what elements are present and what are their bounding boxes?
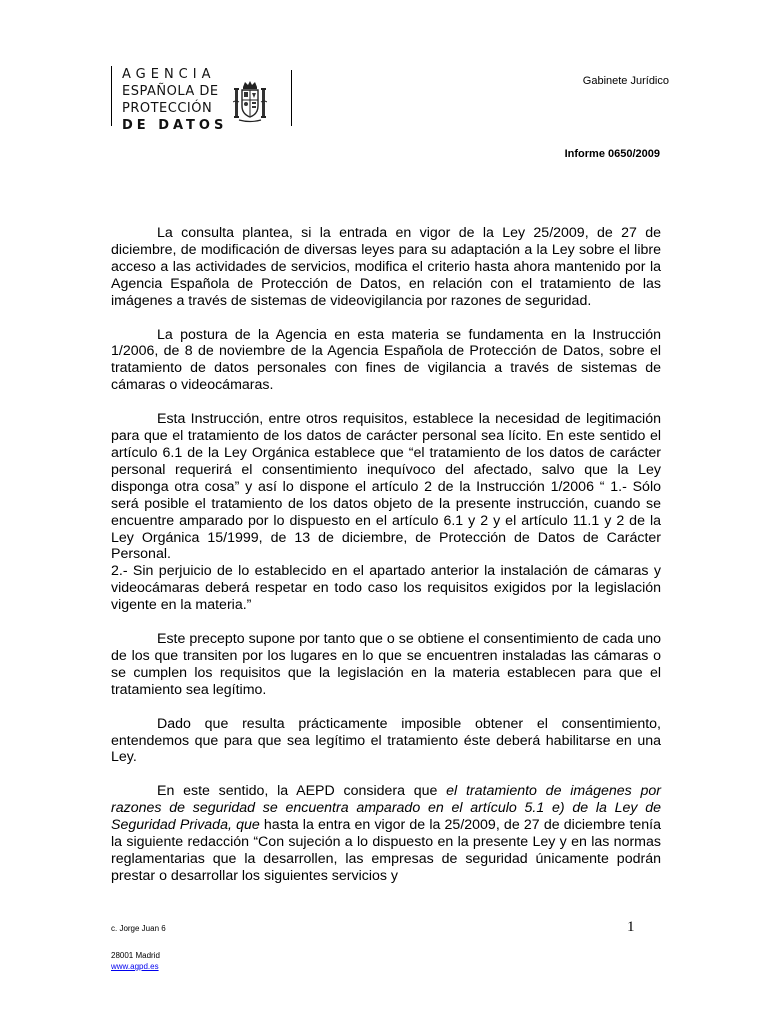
coat-of-arms-icon	[233, 80, 267, 124]
paragraph-6-emphasis: el tratamiento de imágenes por razones de seguridad se encuentra amparado en el artículo 5.1 e) de la Ley de Seguridad Privada, que	[111, 783, 661, 834]
paragraph-2: La postura de la Agencia en esta materia se fundamenta en la Instrucción 1/2006, de 8 de noviembre de la Agencia Española de Protección de Datos, sobre el tratamiento de datos personales con fines de vigilancia a través de sistemas de cámaras o videocámaras.	[111, 326, 661, 394]
logo-line-1: AGENCIA	[122, 67, 216, 82]
paragraph-4: Este precepto supone por tanto que o se obtiene el consentimiento de cada uno de los que transiten por los lugares en lo que se encuentren instaladas las cámaras o se cumplen los requisitos que la legislación en la materia establecen para que el tratamiento sea legítimo.	[111, 631, 661, 698]
paragraph-3-continuation: 2.- Sin perjuicio de lo establecido en el apartado anterior la instalación de cámaras y videocámaras deberá respetar en todo caso los requisitos exigidos por la legislación vigente en la materia.”	[111, 563, 661, 614]
paragraph-6	[111, 783, 661, 884]
agency-logo	[111, 66, 301, 133]
report-number: Informe 0650/2009	[564, 148, 660, 160]
logo-line-3: PROTECCIÓN	[122, 101, 213, 116]
logo-divider-right	[291, 70, 292, 126]
paragraph-5: Dado que resulta prácticamente imposible obtener el consentimiento, entendemos que para que sea legítimo el tratamiento éste deberá habilitarse en una Ley.	[111, 715, 661, 766]
footer-address: c. Jorge Juan 6	[111, 924, 166, 933]
page-number: 1	[627, 919, 635, 935]
logo-line-4: DE DATOS	[122, 118, 228, 133]
paragraph-1: La consulta plantea, si la entrada en vigor de la Ley 25/2009, de 27 de diciembre, de modificación de diversas leyes para su adaptación a la Ley sobre el libre acceso a las actividades de servicios, modifica el criterio hasta ahora mantenido por la Agencia Española de Protección de Datos, en relación con el tratamiento de las imágenes a través de sistemas de videovigilancia por razones de seguridad.	[111, 225, 661, 309]
logo-line-2: ESPAÑOLA DE	[122, 84, 219, 99]
department-label: Gabinete Jurídico	[582, 75, 669, 87]
paragraph-6-lead: En este sentido, la AEPD considera que	[157, 783, 447, 800]
website-link[interactable]: www.agpd.es	[111, 962, 159, 971]
logo-divider-left	[111, 66, 112, 126]
paragraph-6-rest: hasta la entra en vigor de la 25/2009, de 27 de diciembre tenía la siguiente redacción “Con sujeción a lo dispuesto en la presente Ley y en las normas reglamentarias que la desarrollen, las empresas de seguridad únicamente podrán prestar o desarrollar los siguientes servicios y	[111, 817, 661, 884]
paragraph-3: Esta Instrucción, entre otros requisitos, establece la necesidad de legitimación para que el tratamiento de los datos de carácter personal sea lícito. En este sentido el artículo 6.1 de la Ley Orgánica establece que “el tratamiento de los datos de carácter personal requerirá el consentimiento inequívoco del afectado, salvo que la Ley disponga otra cosa” y así lo dispone el artículo 2 de la Instrucción 1/2006 “ 1.- Sólo será posible el tratamiento de los datos objeto de la presente instrucción, cuando se encuentre amparado por lo dispuesto en el artículo 6.1 y 2 y el artículo 11.1 y 2 de la Ley Orgánica 15/1999, de 13 de diciembre, de Protección de Datos de Carácter Personal.	[111, 411, 661, 563]
document-body	[111, 225, 661, 902]
logo-wordmark	[122, 66, 227, 134]
footer-city: 28001 Madrid	[111, 951, 160, 960]
